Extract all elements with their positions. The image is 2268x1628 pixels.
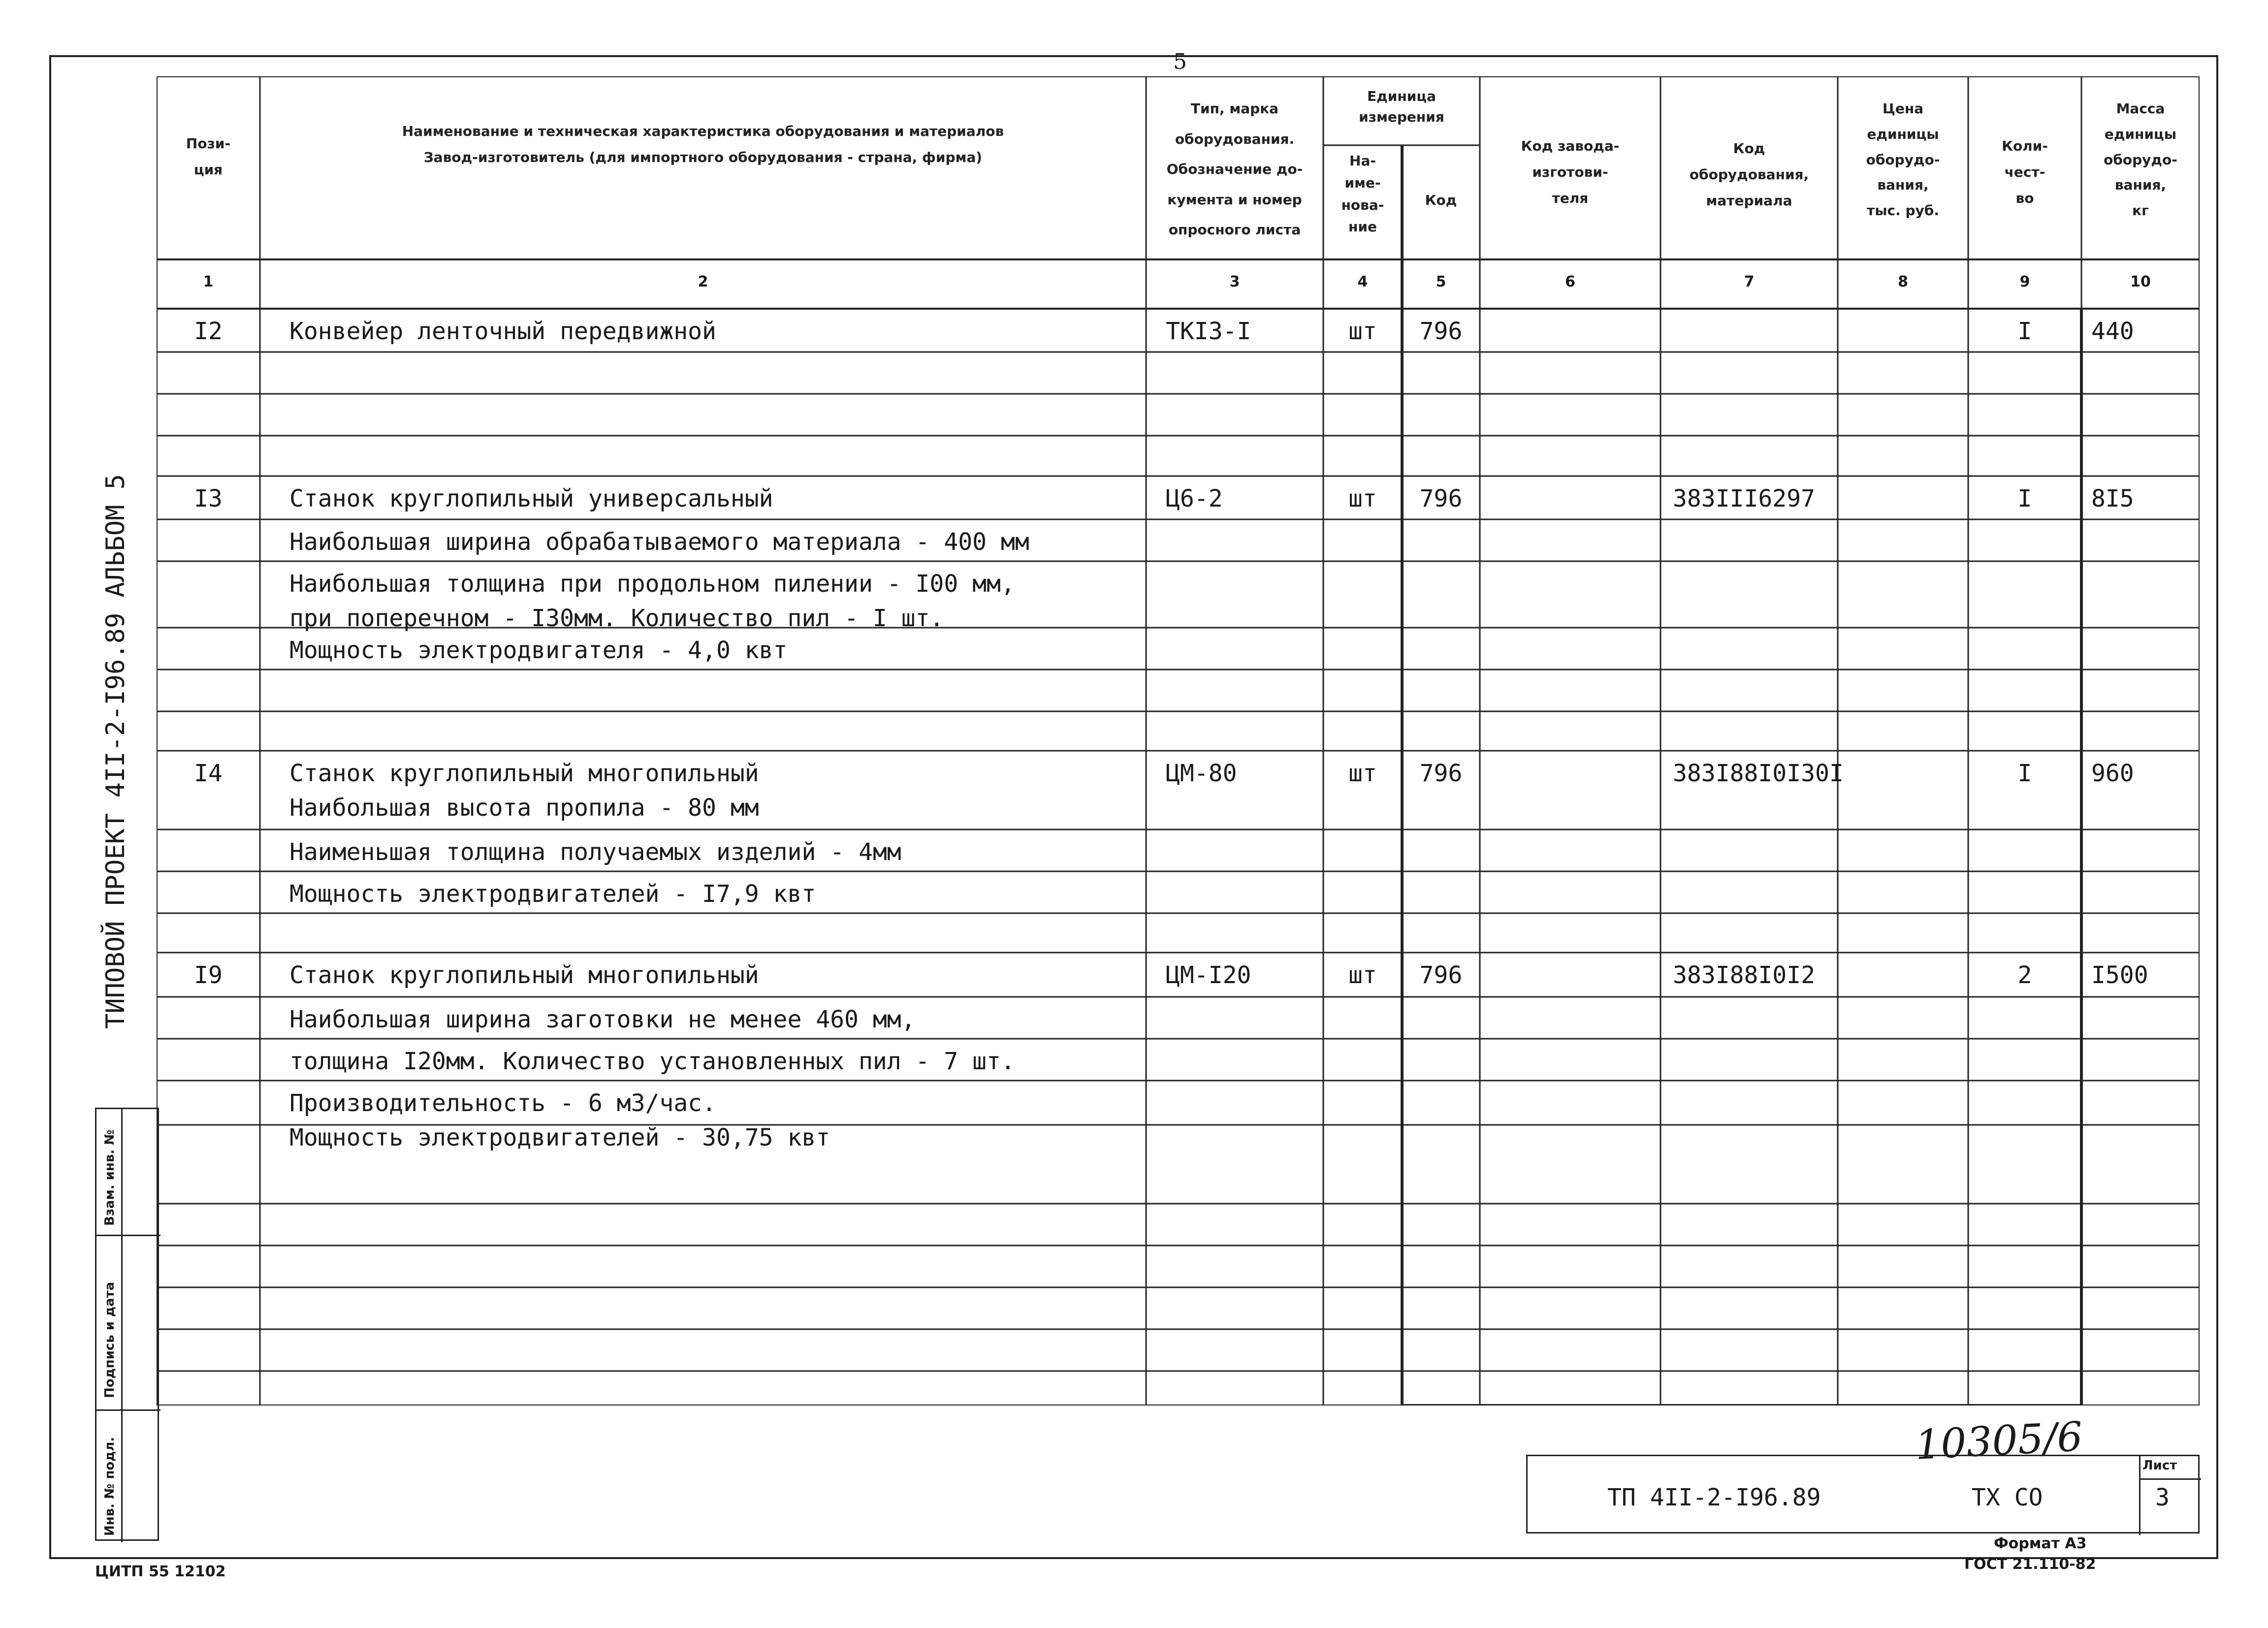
cell-pos: I9 [194, 961, 223, 989]
header-name: Наименование и техническая характеристика оборудования и материалов Завод-изготовитель (для импортного оборудования - страна, фирма) [402, 123, 1004, 166]
cell-name: Мощность электродвигателя - 4,0 квт [289, 637, 788, 664]
cell-qty: 2 [2017, 961, 2032, 989]
page-number: 5 [1173, 49, 1187, 74]
cell-name-line2: Наибольшая высота пропила - 80 мм [289, 794, 759, 822]
stamp-label-sign: Подпись и дата [102, 1281, 117, 1398]
equipment-table [157, 76, 2200, 1405]
cell-name: Наибольшая толщина при продольном пилении - I00 мм, [289, 570, 1015, 598]
stamp-label-replace: Взам. инв. № [102, 1129, 117, 1226]
cell-mass: 8I5 [2091, 485, 2134, 512]
colnum-4: 4 [1357, 273, 1368, 290]
colnum-5: 5 [1436, 273, 1446, 290]
cell-type: ЦМ-I20 [1166, 961, 1251, 989]
cell-unit: шт [1348, 485, 1377, 512]
cell-equip: 383I88I0I30I [1673, 760, 1844, 787]
cell-qty: I [2017, 318, 2032, 345]
cell-name-line2: Мощность электродвигателей - 30,75 квт [289, 1124, 831, 1151]
title-sheet-label: Лист [2142, 1458, 2177, 1473]
cell-code: 796 [1419, 760, 1463, 787]
title-project: ТП 4II-2-I96.89 [1607, 1484, 1821, 1511]
cell-name: Наибольшая ширина заготовки не менее 460 мм, [289, 1006, 916, 1033]
colnum-2: 2 [698, 273, 708, 290]
gost-label: ГОСТ 21.110-82 [1964, 1556, 2096, 1573]
cell-unit: шт [1348, 961, 1377, 989]
header-mass: Масса единицы оборудо- вания, кг [2104, 100, 2177, 219]
cell-unit: шт [1348, 318, 1377, 345]
cell-unit: шт [1348, 760, 1377, 787]
colnum-10: 10 [2130, 273, 2151, 290]
cell-type: ЦМ-80 [1166, 760, 1237, 787]
cell-name: Мощность электродвигателей - I7,9 квт [289, 880, 816, 908]
colnum-1: 1 [203, 273, 214, 290]
cell-mass: 440 [2091, 318, 2134, 345]
cell-code: 796 [1419, 318, 1463, 345]
header-position: Пози- ция [186, 135, 231, 178]
cell-name: Конвейер ленточный передвижной [289, 318, 716, 345]
cell-type: TKI3-I [1166, 318, 1251, 345]
cell-equip: 383I88I0I2 [1673, 961, 1815, 989]
cell-type: Ц6-2 [1166, 485, 1223, 512]
header-unit-code: Код [1425, 192, 1457, 208]
header-equipment-code: Код оборудования, материала [1689, 140, 1809, 209]
cell-pos: I2 [194, 318, 223, 345]
cell-code: 796 [1419, 485, 1463, 512]
header-price: Цена единицы оборудо- вания, тыс. руб. [1866, 100, 1940, 219]
header-unit-group: Единица измерения [1359, 88, 1444, 125]
title-sheet-number: 3 [2155, 1484, 2170, 1511]
cell-equip: 383III6297 [1673, 485, 1815, 512]
format-label: Формат А3 [1994, 1535, 2087, 1552]
colnum-8: 8 [1898, 273, 1908, 290]
header-quantity: Коли- чест- во [2002, 138, 2048, 207]
cell-mass: I500 [2091, 961, 2148, 989]
cell-name: Станок круглопильный многопильный [289, 760, 759, 787]
printer-label: ЦИТП 55 12102 [95, 1563, 226, 1580]
colnum-9: 9 [2019, 273, 2030, 290]
cell-name: Производительность - 6 м3/час. [289, 1089, 716, 1117]
cell-pos: I3 [194, 485, 223, 512]
cell-qty: I [2017, 485, 2032, 512]
cell-code: 796 [1419, 961, 1463, 989]
side-title: ТИПОВОЙ ПРОЕКТ 4II-2-I96.89 АЛЬБОМ 5 [101, 474, 130, 1029]
handwritten-number: 10305/6 [1914, 1413, 2084, 1469]
colnum-7: 7 [1744, 273, 1755, 290]
header-factory-code: Код завода- изготови- теля [1521, 138, 1620, 207]
colnum-3: 3 [1229, 273, 1240, 290]
cell-pos: I4 [194, 760, 223, 787]
cell-name-line2: при поперечном - I30мм. Количество пил - I шт. [289, 605, 944, 632]
title-doc-code: ТХ СО [1972, 1484, 2043, 1511]
header-type: Тип, марка оборудования. Обозначение до- кумента и номер опросного листа [1166, 100, 1303, 238]
cell-mass: 960 [2091, 760, 2134, 787]
stamp-label-inv: Инв. № подл. [102, 1436, 117, 1536]
header-unit-name: На- име- нова- ние [1341, 153, 1384, 235]
cell-name: толщина I20мм. Количество установленных пил - 7 шт. [289, 1048, 1015, 1075]
cell-qty: I [2017, 760, 2032, 787]
cell-name: Наименьшая толщина получаемых изделий - 4мм [289, 838, 901, 866]
cell-name: Станок круглопильный многопильный [289, 961, 759, 989]
cell-name: Наибольшая ширина обрабатываемого материала - 400 мм [289, 528, 1029, 556]
colnum-6: 6 [1565, 273, 1575, 290]
cell-name: Станок круглопильный универсальный [289, 485, 773, 512]
